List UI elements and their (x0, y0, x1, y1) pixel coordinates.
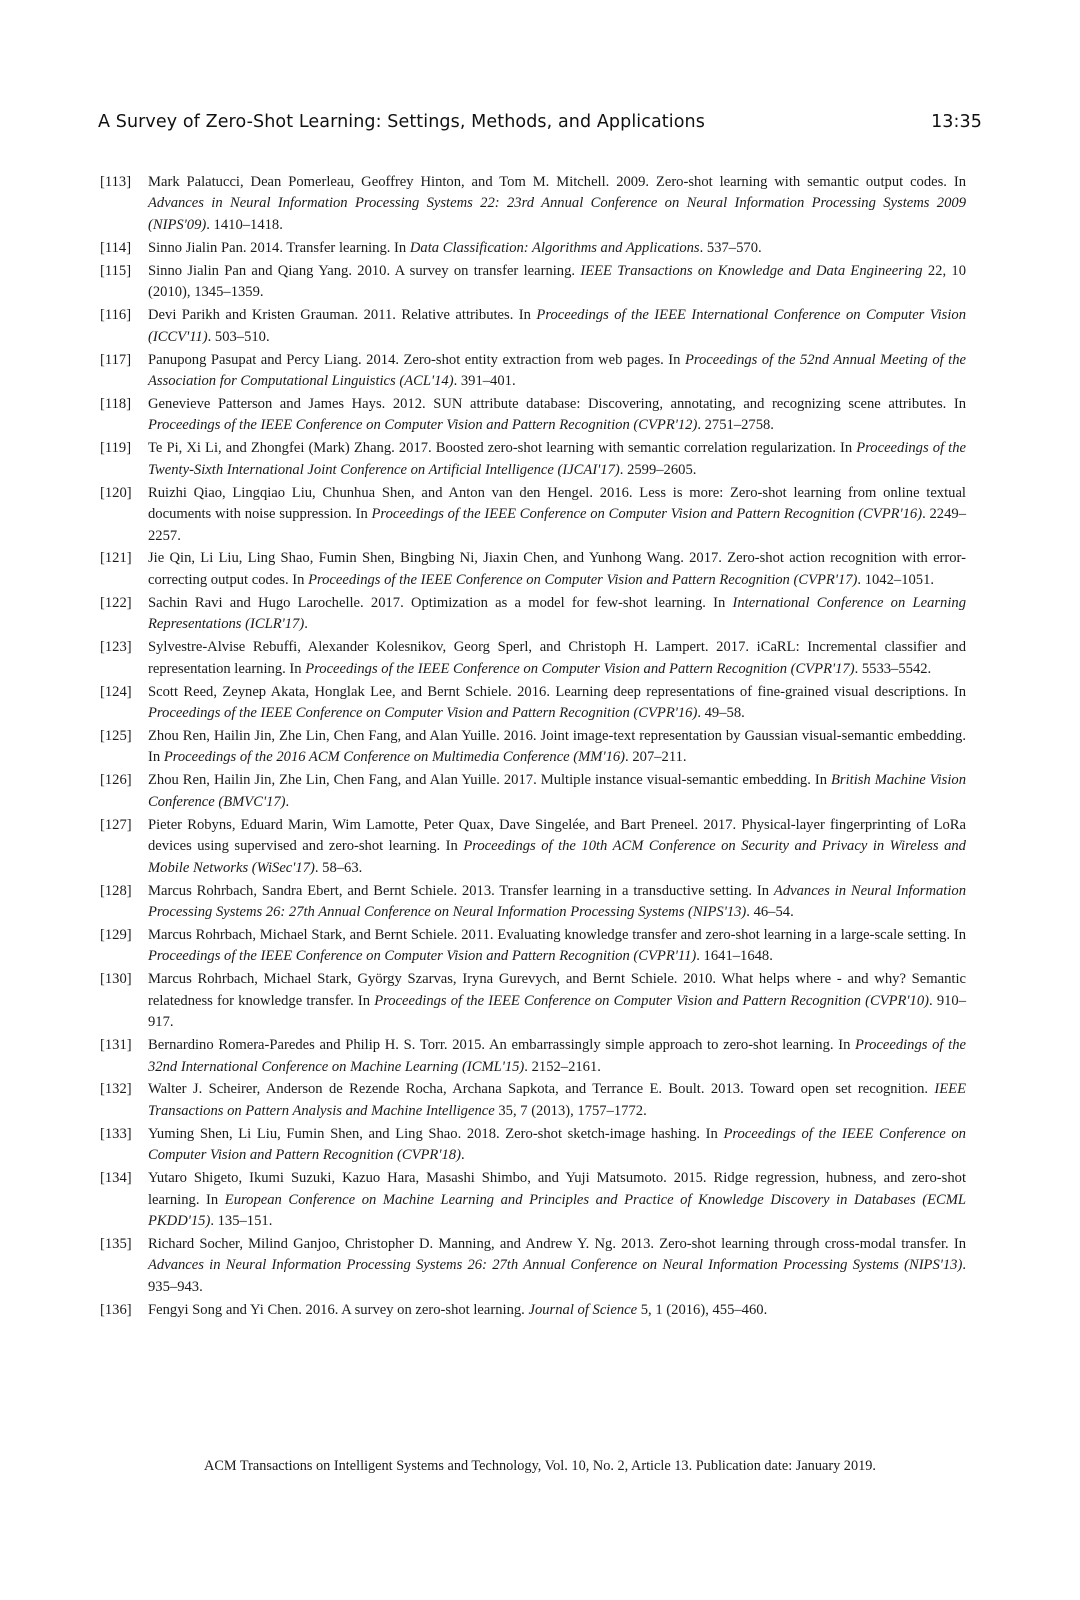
reference-number: [135] (100, 1236, 132, 1252)
reference-entry (98, 548, 966, 591)
reference-text: Te Pi, Xi Li, and Zhongfei (Mark) Zhang. 2017. Boosted zero-shot learning with semantic correlation regularization. In Proceedings of the Twenty-Sixth International Joint Conference on Artificial Intelligence (IJCAI'17). 2599–2605. (148, 440, 966, 478)
page-header (98, 112, 982, 132)
reference-text: Zhou Ren, Hailin Jin, Zhe Lin, Chen Fang, and Alan Yuille. 2017. Multiple instance visual-semantic embedding. In British Machine Vision Conference (BMVC'17). (148, 772, 966, 810)
reference-number: [131] (100, 1037, 132, 1054)
reference-number: [121] (100, 550, 132, 567)
reference-entry (98, 483, 966, 547)
reference-entry (98, 815, 966, 879)
running-head-title: A Survey of Zero-Shot Learning: Settings, Methods, and Applications (98, 112, 705, 132)
reference-number: [113] (100, 174, 132, 190)
reference-text: Ruizhi Qiao, Lingqiao Liu, Chunhua Shen, and Anton van den Hengel. 2016. Less is more: Zero-shot learning from online textual documents with noise suppression. In Proceedings of the IEEE Conference on Computer Vision and Pattern Recognition (CVPR'16). 2249–2257. (148, 484, 966, 544)
reference-entry (98, 305, 966, 348)
reference-entry (98, 1168, 966, 1232)
reference-number: [128] (100, 882, 132, 899)
reference-number: [125] (100, 727, 132, 744)
reference-number: [120] (100, 484, 132, 501)
reference-text: Sinno Jialin Pan. 2014. Transfer learning. In Data Classification: Algorithms and Applications. 537–570. (148, 239, 762, 256)
reference-entry (98, 682, 966, 725)
reference-number: [116] (100, 307, 132, 324)
reference-text: Marcus Rohrbach, Sandra Ebert, and Bernt Schiele. 2013. Transfer learning in a transductive setting. In Advances in Neural Information Processing Systems 26: 27th Annual Conference on Neural Information Processing Systems (NIPS'13). 46–54. (148, 882, 966, 920)
reference-number: [122] (100, 594, 132, 611)
reference-text: Pieter Robyns, Eduard Marin, Wim Lamotte, Peter Quax, Dave Singelée, and Bart Preneel. 2017. Physical-layer fingerprinting of LoRa devices using supervised and zero-shot learning. In Proceedings of the 10th ACM Conference on Security and Privacy in Wireless and Mobile Networks (WiSec'17). 58–63. (148, 816, 966, 876)
reference-entry (98, 1234, 966, 1298)
reference-text: Marcus Rohrbach, Michael Stark, György Szarvas, Iryna Gurevych, and Bernt Schiele. 2010. What helps where - and why? Semantic relatedness for knowledge transfer. In Proceedings of the IEEE Conference on Computer Vision and Pattern Recognition (CVPR'10). 910–917. (148, 971, 966, 1031)
reference-text: Richard Socher, Milind Ganjoo, Christopher D. Manning, and Andrew Y. Ng. 2013. Zero-shot learning through cross-modal transfer. In Advances in Neural Information Processing Systems 26: 27th Annual Conference on Neural Information Processing Systems (NIPS'13). 935–943. (148, 1236, 966, 1295)
reference-number: [123] (100, 639, 132, 656)
page-number: 13:35 (931, 112, 982, 132)
reference-text: Genevieve Patterson and James Hays. 2012. SUN attribute database: Discovering, annotating, and recognizing scene attributes. In Proceedings of the IEEE Conference on Computer Vision and Pattern Recognition (CVPR'12). 2751–2758. (148, 395, 966, 434)
reference-text: Walter J. Scheirer, Anderson de Rezende Rocha, Archana Sapkota, and Terrance E. Boult. 2013. Toward open set recognition. IEEE Transactions on Pattern Analysis and Machine Intelligence 35, 7 (2013), 1757–1772. (148, 1081, 966, 1119)
reference-text: Sachin Ravi and Hugo Larochelle. 2017. Optimization as a model for few-shot learning. In International Conference on Learning Representations (ICLR'17). (148, 594, 966, 633)
reference-number: [132] (100, 1081, 132, 1098)
reference-entry (98, 881, 966, 924)
reference-number: [129] (100, 926, 132, 943)
reference-text: Yutaro Shigeto, Ikumi Suzuki, Kazuo Hara, Masashi Shimbo, and Yuji Matsumoto. 2015. Ridge regression, hubness, and zero-shot learning. In European Conference on Machine Learning and Principles and Practice of Knowledge Discovery in Databases (ECML PKDD'15). 135–151. (148, 1170, 967, 1230)
reference-entry (98, 925, 966, 968)
reference-number: [127] (100, 816, 132, 833)
reference-text: Sinno Jialin Pan and Qiang Yang. 2010. A survey on transfer learning. IEEE Transactions on Knowledge and Data Engineering 22, 10 (2010), 1345–1359. (148, 262, 966, 301)
reference-list (98, 172, 966, 1323)
reference-entry (98, 637, 966, 680)
reference-number: [118] (100, 395, 132, 412)
reference-number: [133] (100, 1125, 132, 1142)
reference-entry (98, 350, 966, 393)
reference-text: Fengyi Song and Yi Chen. 2016. A survey on zero-shot learning. Journal of Science 5, 1 (2016), 455–460. (148, 1301, 768, 1318)
reference-text: Devi Parikh and Kristen Grauman. 2011. Relative attributes. In Proceedings of the IEEE International Conference on Computer Vision (ICCV'11). 503–510. (148, 307, 966, 345)
reference-number: [130] (100, 971, 132, 988)
reference-number: [126] (100, 772, 132, 789)
reference-number: [136] (100, 1301, 132, 1318)
reference-entry (98, 438, 966, 481)
reference-entry (98, 1124, 966, 1167)
reference-text: Marcus Rohrbach, Michael Stark, and Bernt Schiele. 2011. Evaluating knowledge transfer and zero-shot learning in a large-scale setting. In Proceedings of the IEEE Conference on Computer Vision and Pattern Recognition (CVPR'11). 1641–1648. (148, 926, 966, 965)
reference-text: Scott Reed, Zeynep Akata, Honglak Lee, and Bernt Schiele. 2016. Learning deep representations of fine-grained visual descriptions. In Proceedings of the IEEE Conference on Computer Vision and Pattern Recognition (CVPR'16). 49–58. (148, 683, 966, 721)
reference-entry (98, 238, 966, 259)
reference-entry (98, 394, 966, 437)
reference-entry (98, 726, 966, 769)
reference-number: [134] (100, 1170, 132, 1187)
reference-entry (98, 172, 966, 236)
reference-text: Zhou Ren, Hailin Jin, Zhe Lin, Chen Fang, and Alan Yuille. 2016. Joint image-text representation by Gaussian visual-semantic embedding. In Proceedings of the 2016 ACM Conference on Multimedia Conference (MM'16). 207–211. (148, 727, 966, 766)
reference-text: Sylvestre-Alvise Rebuffi, Alexander Kolesnikov, Georg Sperl, and Christoph H. Lampert. 2017. iCaRL: Incremental classifier and representation learning. In Proceedings of the IEEE Conference on Computer Vision and Pattern Recognition (CVPR'17). 5533–5542. (148, 639, 966, 677)
reference-entry (98, 770, 966, 813)
reference-number: [119] (100, 440, 132, 457)
reference-entry (98, 969, 966, 1033)
reference-text: Mark Palatucci, Dean Pomerleau, Geoffrey Hinton, and Tom M. Mitchell. 2009. Zero-shot learning with semantic output codes. In Advances in Neural Information Processing Systems 22: 23rd Annual Conference on Neural Information Processing Systems 2009 (NIPS'09). 1410–1418. (148, 174, 966, 233)
reference-entry (98, 593, 966, 636)
reference-text: Panupong Pasupat and Percy Liang. 2014. Zero-shot entity extraction from web pages. In Proceedings of the 52nd Annual Meeting of the Association for Computational Linguistics (ACL'14). 391–401. (148, 351, 966, 389)
reference-entry (98, 1300, 966, 1321)
reference-entry (98, 1079, 966, 1122)
reference-text: Yuming Shen, Li Liu, Fumin Shen, and Ling Shao. 2018. Zero-shot sketch-image hashing. In Proceedings of the IEEE Conference on Computer Vision and Pattern Recognition (CVPR'18). (148, 1125, 966, 1164)
reference-entry (98, 261, 966, 304)
reference-number: [114] (100, 239, 132, 256)
reference-entry (98, 1035, 966, 1078)
reference-number: [124] (100, 683, 132, 700)
reference-number: [115] (100, 262, 132, 279)
page-footer: ACM Transactions on Intelligent Systems and Technology, Vol. 10, No. 2, Article 13. Publication date: January 2019. (204, 1458, 876, 1474)
reference-text: Jie Qin, Li Liu, Ling Shao, Fumin Shen, Bingbing Ni, Jiaxin Chen, and Yunhong Wang. 2017. Zero-shot action recognition with error-correcting output codes. In Proceedings of the IEEE Conference on Computer Vision and Pattern Recognition (CVPR'17). 1042–1051. (148, 550, 966, 588)
reference-number: [117] (100, 351, 132, 368)
reference-text: Bernardino Romera-Paredes and Philip H. S. Torr. 2015. An embarrassingly simple approach to zero-shot learning. In Proceedings of the 32nd International Conference on Machine Learning (ICML'15). 2152–2161. (148, 1037, 966, 1075)
